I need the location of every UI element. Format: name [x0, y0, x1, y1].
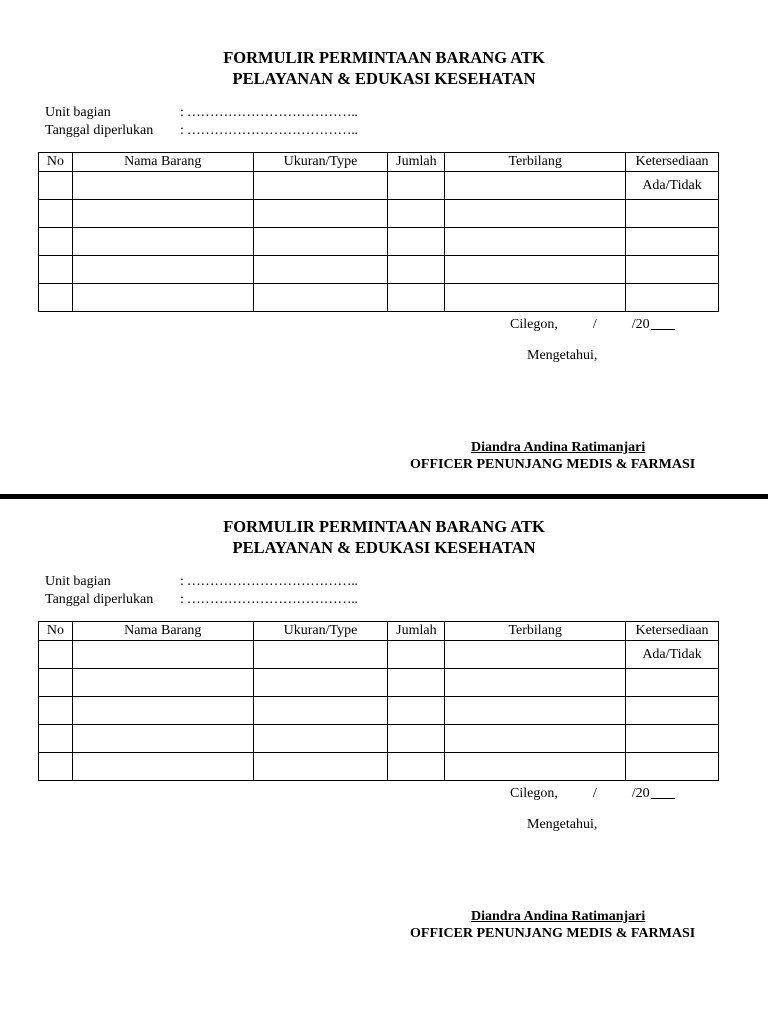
cell-no[interactable]	[39, 228, 73, 256]
unit-field-label: Unit bagian	[45, 105, 111, 120]
cell-size-type[interactable]	[253, 641, 388, 669]
place-date-text: Cilegon, / /20	[510, 786, 650, 801]
cell-no[interactable]	[39, 669, 73, 697]
cell-item-name[interactable]	[72, 697, 253, 725]
cell-availability[interactable]	[626, 284, 719, 312]
cell-availability[interactable]: Ada/Tidak	[626, 641, 719, 669]
place-date-line	[510, 785, 675, 802]
cell-size-type[interactable]	[253, 256, 388, 284]
cell-no[interactable]	[39, 753, 73, 781]
date-needed-field-label: Tanggal diperlukan	[45, 592, 154, 607]
cell-size-type[interactable]	[253, 725, 388, 753]
cell-item-name[interactable]	[72, 753, 253, 781]
cell-quantity[interactable]	[388, 697, 445, 725]
date-needed-field-label: Tanggal diperlukan	[45, 123, 154, 138]
unit-field-value[interactable]: : ………………………………..	[180, 574, 358, 589]
table-row	[39, 284, 719, 312]
signer-position: OFFICER PENUNJANG MEDIS & FARMASI	[410, 457, 696, 472]
place-date-line	[510, 316, 675, 333]
cell-size-type[interactable]	[253, 172, 388, 200]
cell-quantity[interactable]	[388, 172, 445, 200]
cell-availability[interactable]	[626, 725, 719, 753]
cell-availability[interactable]	[626, 669, 719, 697]
cell-quantity[interactable]	[388, 200, 445, 228]
header-item-name: Nama Barang	[72, 622, 253, 641]
cell-availability[interactable]	[626, 200, 719, 228]
cell-in-words[interactable]	[445, 641, 626, 669]
cell-no[interactable]	[39, 284, 73, 312]
year-blank[interactable]	[651, 329, 675, 330]
table-row	[39, 725, 719, 753]
header-item-name: Nama Barang	[72, 153, 253, 172]
cell-quantity[interactable]	[388, 284, 445, 312]
cell-quantity[interactable]	[388, 641, 445, 669]
cell-in-words[interactable]	[445, 256, 626, 284]
table-row	[39, 200, 719, 228]
cell-item-name[interactable]	[72, 641, 253, 669]
cell-no[interactable]	[39, 200, 73, 228]
cell-no[interactable]	[39, 172, 73, 200]
table-row	[39, 753, 719, 781]
form-title-line2: PELAYANAN & EDUKASI KESEHATAN	[232, 538, 536, 557]
cell-no[interactable]	[39, 725, 73, 753]
header-quantity: Jumlah	[388, 153, 445, 172]
cell-size-type[interactable]	[253, 753, 388, 781]
table-row	[39, 669, 719, 697]
cell-in-words[interactable]	[445, 697, 626, 725]
cell-in-words[interactable]	[445, 753, 626, 781]
cell-quantity[interactable]	[388, 725, 445, 753]
header-no: No	[39, 153, 73, 172]
header-quantity: Jumlah	[388, 622, 445, 641]
table-header-row	[39, 153, 719, 172]
cell-no[interactable]	[39, 256, 73, 284]
cell-availability[interactable]	[626, 697, 719, 725]
cell-availability[interactable]: Ada/Tidak	[626, 172, 719, 200]
items-table	[38, 621, 719, 781]
table-header-row	[39, 622, 719, 641]
header-availability: Ketersediaan	[626, 622, 719, 641]
header-in-words: Terbilang	[445, 153, 626, 172]
date-needed-field-value[interactable]: : ………………………………..	[180, 123, 358, 138]
cell-availability[interactable]	[626, 256, 719, 284]
table-row	[39, 641, 719, 669]
table-row	[39, 172, 719, 200]
items-table	[38, 152, 719, 312]
cell-availability[interactable]	[626, 228, 719, 256]
cell-size-type[interactable]	[253, 669, 388, 697]
table-row	[39, 228, 719, 256]
header-no: No	[39, 622, 73, 641]
cell-in-words[interactable]	[445, 200, 626, 228]
cell-availability[interactable]	[626, 753, 719, 781]
request-form-1	[0, 0, 768, 470]
year-blank[interactable]	[651, 798, 675, 799]
form-title-line2: PELAYANAN & EDUKASI KESEHATAN	[232, 69, 536, 88]
unit-field-value[interactable]: : ………………………………..	[180, 105, 358, 120]
unit-field-label: Unit bagian	[45, 574, 111, 589]
header-in-words: Terbilang	[445, 622, 626, 641]
cell-item-name[interactable]	[72, 284, 253, 312]
cell-in-words[interactable]	[445, 669, 626, 697]
acknowledged-label: Mengetahui,	[527, 348, 598, 363]
signer-position: OFFICER PENUNJANG MEDIS & FARMASI	[410, 926, 696, 941]
cell-size-type[interactable]	[253, 284, 388, 312]
cell-size-type[interactable]	[253, 697, 388, 725]
cell-item-name[interactable]	[72, 172, 253, 200]
cell-no[interactable]	[39, 697, 73, 725]
table-row	[39, 697, 719, 725]
header-size-type: Ukuran/Type	[253, 153, 388, 172]
request-form-2	[0, 469, 768, 939]
acknowledged-label: Mengetahui,	[527, 817, 598, 832]
cell-in-words[interactable]	[445, 172, 626, 200]
cell-item-name[interactable]	[72, 725, 253, 753]
date-needed-field-value[interactable]: : ………………………………..	[180, 592, 358, 607]
cell-item-name[interactable]	[72, 200, 253, 228]
cell-item-name[interactable]	[72, 669, 253, 697]
header-size-type: Ukuran/Type	[253, 622, 388, 641]
table-row	[39, 256, 719, 284]
cell-item-name[interactable]	[72, 256, 253, 284]
cell-quantity[interactable]	[388, 753, 445, 781]
place-date-text: Cilegon, / /20	[510, 317, 650, 332]
cell-quantity[interactable]	[388, 669, 445, 697]
header-availability: Ketersediaan	[626, 153, 719, 172]
cell-size-type[interactable]	[253, 200, 388, 228]
cell-no[interactable]	[39, 641, 73, 669]
signer-name: Diandra Andina Ratimanjari	[471, 909, 646, 924]
cell-quantity[interactable]	[388, 228, 445, 256]
form-title-line1: FORMULIR PERMINTAAN BARANG ATK	[223, 517, 545, 536]
cell-item-name[interactable]	[72, 228, 253, 256]
signer-name: Diandra Andina Ratimanjari	[471, 440, 646, 455]
form-title-line1: FORMULIR PERMINTAAN BARANG ATK	[223, 48, 545, 67]
cell-in-words[interactable]	[445, 228, 626, 256]
cell-in-words[interactable]	[445, 725, 626, 753]
cell-in-words[interactable]	[445, 284, 626, 312]
cell-size-type[interactable]	[253, 228, 388, 256]
cell-quantity[interactable]	[388, 256, 445, 284]
